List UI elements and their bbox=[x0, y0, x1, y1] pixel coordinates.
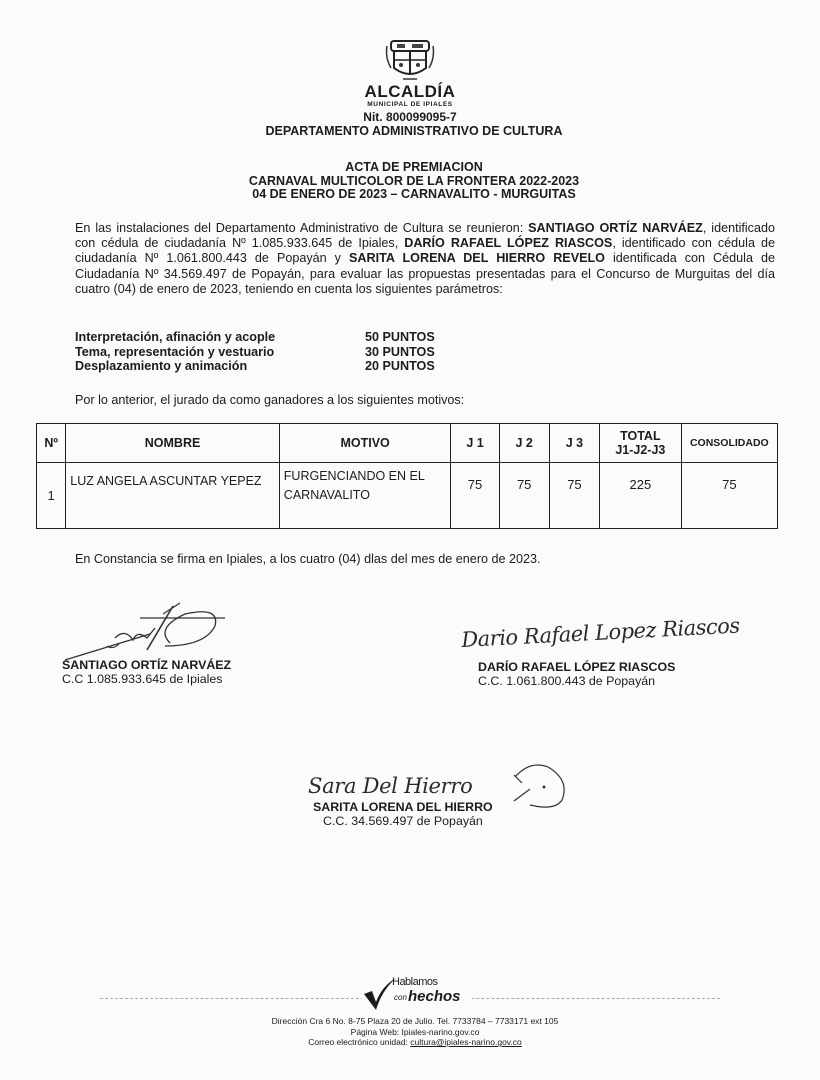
footer-email-line bbox=[0, 1037, 820, 1048]
winners-lead-text: Por lo anterior, el jurado da como ganadores a los siguientes motivos: bbox=[75, 393, 465, 407]
footer-address: Dirección Cra 6 No. 8-75 Plaza 20 de Julio. Tel. 7733784 – 7733171 ext 105 bbox=[271, 1016, 559, 1026]
signature-block-1 bbox=[62, 658, 231, 686]
checkmark-icon bbox=[362, 976, 396, 1012]
constancia-text: En Constancia se firma en Ipiales, a los cuatro (04) dlas del mes de enero de 2023. bbox=[75, 552, 541, 566]
header-number: Nº bbox=[37, 424, 66, 463]
department-name: DEPARTAMENTO ADMINISTRATIVO DE CULTURA bbox=[265, 124, 563, 138]
header-total bbox=[600, 424, 682, 463]
document-titles bbox=[0, 161, 820, 202]
table-header-row bbox=[37, 424, 778, 463]
evaluation-parameters bbox=[75, 330, 435, 374]
title-carnaval: CARNAVAL MULTICOLOR DE LA FRONTERA 2022-2023 bbox=[248, 173, 580, 188]
slogan-logo bbox=[362, 976, 472, 1012]
header-motivo: MOTIVO bbox=[279, 424, 451, 463]
results-table bbox=[36, 423, 778, 529]
cell-consolidado: 75 bbox=[681, 463, 777, 529]
signature-sarita: Sara Del Hierro bbox=[308, 774, 473, 798]
intro-text: identificada con Cédula de Ciudadanía Nº 34.569.497 de Popayán, para evaluar las propuestas presentadas para el Concurso de Murguitas del día cuatro (04) de enero de 2023, teniendo en cuenta los siguientes parámetros: bbox=[75, 251, 775, 296]
cell-nombre bbox=[66, 463, 280, 529]
header-nombre: NOMBRE bbox=[66, 424, 280, 463]
parameter-points: 30 PUNTOS bbox=[365, 344, 435, 359]
signer-id: C.C 1.085.933.645 de Ipiales bbox=[62, 672, 223, 686]
juror-name-2: DARÍO RAFAEL LÓPEZ RIASCOS bbox=[404, 236, 613, 251]
cell-j3: 75 bbox=[549, 463, 599, 529]
slogan-hablamos: Hablamos bbox=[392, 976, 438, 988]
nit-number: Nit. 800099095-7 bbox=[363, 110, 457, 124]
coat-of-arms-logo bbox=[385, 38, 435, 82]
parameter-row bbox=[75, 345, 435, 360]
slogan-hechos: hechos bbox=[408, 988, 461, 1005]
footer-email-link[interactable]: cultura@ipiales-narino.gov.co bbox=[410, 1037, 522, 1048]
alcaldia-title: ALCALDÍA bbox=[364, 82, 456, 101]
signer-name: DARÍO RAFAEL LÓPEZ RIASCOS bbox=[478, 660, 676, 674]
header-total-line2: J1-J2-J3 bbox=[615, 443, 666, 457]
cell-total: 225 bbox=[600, 463, 682, 529]
intro-text: En las instalaciones del Departamento Administrativo de Cultura se reunieron: bbox=[75, 221, 529, 235]
intro-paragraph bbox=[75, 221, 775, 297]
signer-id: C.C. 1.061.800.443 de Popayán bbox=[478, 674, 656, 688]
signer-id: C.C. 34.569.497 de Popayán bbox=[323, 814, 483, 828]
signer-name: SANTIAGO ORTÍZ NARVÁEZ bbox=[62, 658, 232, 672]
parameter-name: Tema, representación y vestuario bbox=[75, 344, 275, 359]
signature-sarita-flourish bbox=[505, 745, 585, 815]
juror-name-3: SARITA LORENA DEL HIERRO REVELO bbox=[349, 251, 605, 266]
intro-text: , identificado con cédula de ciudadanía Nº 1.061.800.443 de Popayán y bbox=[75, 236, 775, 266]
footer-web[interactable]: Página Web: Ipiales-narino.gov.co bbox=[350, 1026, 480, 1037]
footer-contact bbox=[0, 1016, 820, 1048]
juror-name-1: SANTIAGO ORTÍZ NARVÁEZ bbox=[528, 221, 703, 235]
header-consolidado: CONSOLIDADO bbox=[681, 424, 777, 463]
parameter-row bbox=[75, 359, 435, 374]
header-j3: J 3 bbox=[549, 424, 599, 463]
signature-block-2 bbox=[478, 660, 675, 688]
table-row bbox=[37, 463, 778, 529]
municipal-subtitle: MUNICIPAL DE IPIALES bbox=[367, 101, 453, 108]
cell-number: 1 bbox=[37, 463, 66, 529]
cell-j1: 75 bbox=[451, 463, 499, 529]
parameter-name: Interpretación, afinación y acople bbox=[75, 330, 276, 344]
signature-block-3 bbox=[313, 800, 493, 828]
header-j1: J 1 bbox=[451, 424, 499, 463]
title-date: 04 DE ENERO DE 2023 – CARNAVALITO - MURGUITAS bbox=[252, 187, 576, 201]
cell-nombre-text: LUZ ANGELA ASCUNTAR YEPEZ bbox=[70, 474, 262, 488]
footer-email-label: Correo electrónico unidad: bbox=[308, 1037, 411, 1048]
signer-name: SARITA LORENA DEL HIERRO bbox=[313, 800, 493, 814]
header-j2: J 2 bbox=[499, 424, 549, 463]
parameter-row bbox=[75, 330, 435, 345]
cell-j2: 75 bbox=[499, 463, 549, 529]
signature-dario: Dario Rafael Lopez Riascos bbox=[460, 613, 741, 652]
slogan-con: con bbox=[394, 993, 407, 1002]
parameter-name: Desplazamiento y animación bbox=[75, 359, 248, 373]
title-acta: ACTA DE PREMIACION bbox=[345, 160, 483, 174]
parameter-points: 50 PUNTOS bbox=[365, 330, 435, 344]
intro-text: , identificado con cédula de ciudadanía Nº 1.085.933.645 de Ipiales, bbox=[75, 221, 775, 251]
cell-motivo: FURGENCIANDO EN EL CARNAVALITO bbox=[279, 463, 451, 529]
header-total-line1: TOTAL bbox=[620, 429, 661, 443]
parameter-points: 20 PUNTOS bbox=[365, 359, 435, 373]
